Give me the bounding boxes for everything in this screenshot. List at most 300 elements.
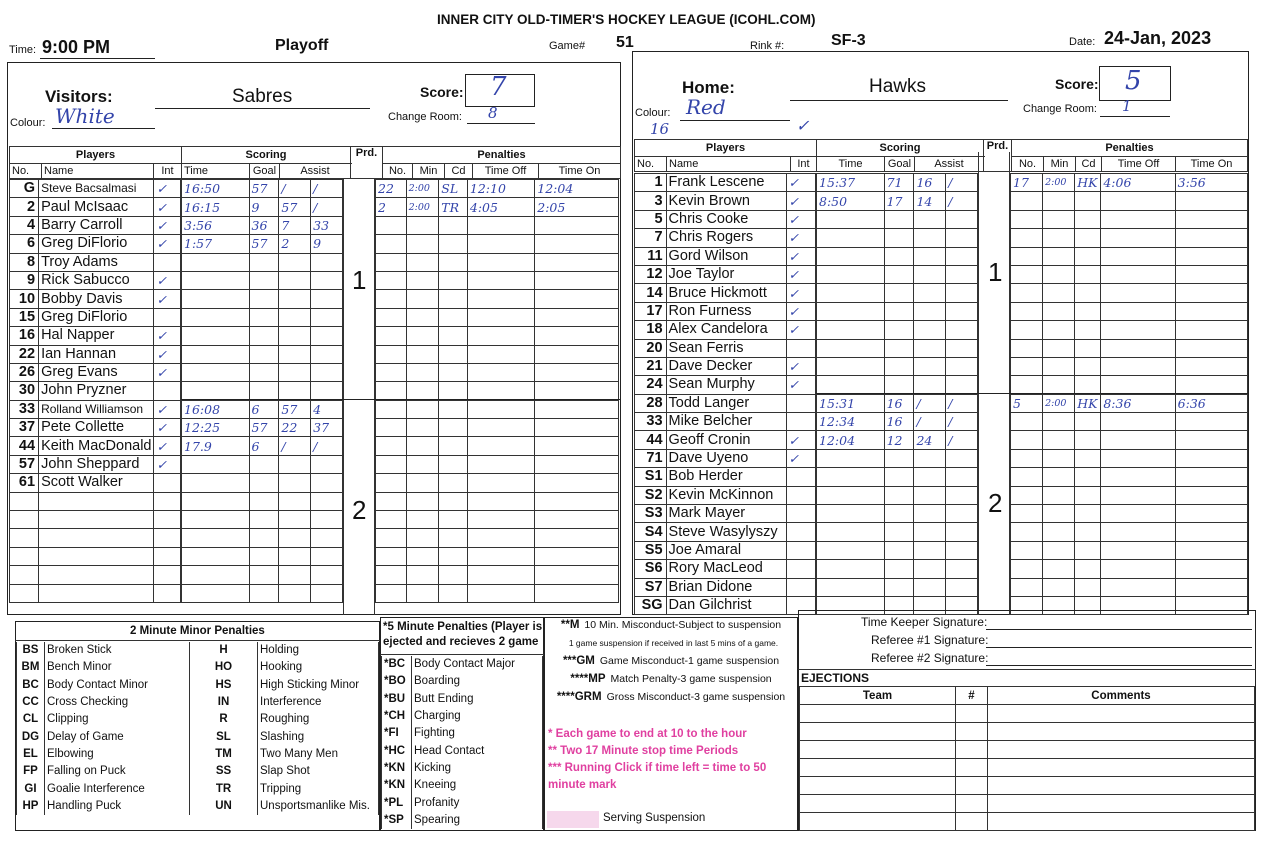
scoring-a2 — [946, 284, 978, 302]
penalty-cd — [439, 253, 468, 271]
penalty-on — [1175, 505, 1247, 523]
penalty-cd — [1075, 229, 1101, 247]
penalty-min — [406, 345, 439, 363]
penalty-row — [1011, 486, 1248, 504]
penalty-no — [1011, 339, 1043, 357]
scoring-a1 — [914, 560, 946, 578]
scoring-time — [817, 265, 885, 283]
penalty-cd — [439, 308, 468, 326]
penalty-cd — [1075, 560, 1101, 578]
scoring-goal: 16 — [884, 394, 914, 412]
player-name: Chris Cooke — [666, 210, 786, 228]
home-period-1: 1 — [988, 257, 1003, 287]
scoring-time — [817, 247, 885, 265]
penalty-desc: Holding — [258, 642, 379, 659]
scoring-a2 — [311, 308, 343, 326]
scoring-a1: 57 — [279, 198, 311, 216]
player-name — [39, 511, 154, 529]
penalty-off — [1101, 523, 1175, 541]
penalty-min — [406, 308, 439, 326]
penalty-row — [376, 437, 619, 455]
penalty-no — [376, 235, 407, 253]
penalty-off — [1101, 284, 1175, 302]
penalty-no — [376, 308, 407, 326]
scoring-time — [182, 382, 250, 400]
penalty-code: DG — [17, 728, 45, 745]
penalty-cd — [1075, 321, 1101, 339]
penalty-cd — [439, 235, 468, 253]
misconduct-row — [546, 655, 796, 673]
roster-row — [635, 321, 816, 339]
scoring-time — [817, 302, 885, 320]
scoring-time — [182, 455, 250, 473]
scoring-time — [817, 449, 885, 467]
misconduct-desc: Game Misconduct-1 game suspension — [599, 655, 780, 667]
scoring-row — [817, 339, 978, 357]
scoring-time — [817, 339, 885, 357]
scoring-a2 — [311, 547, 343, 565]
player-name: Bob Herder — [666, 468, 786, 486]
roster-row — [10, 584, 181, 602]
scoring-goal — [249, 253, 279, 271]
roster-row — [10, 235, 181, 253]
scoring-row — [817, 523, 978, 541]
penalty-on — [535, 584, 619, 602]
scoring-goal — [884, 505, 914, 523]
player-number: 1 — [635, 174, 667, 192]
ejection-cell — [956, 795, 988, 813]
penalty-no — [1011, 560, 1043, 578]
ejection-row — [800, 723, 1255, 741]
player-int-check: ✓ — [154, 235, 181, 253]
penalty-min — [1043, 357, 1075, 375]
scoring-goal — [249, 511, 279, 529]
penalty-row — [1011, 174, 1248, 192]
major-penalty-row — [382, 691, 543, 708]
player-name: Dave Uyeno — [666, 449, 786, 467]
scoring-a2 — [946, 265, 978, 283]
penalty-min — [1043, 229, 1075, 247]
home-extra-check: ✓ — [796, 116, 810, 135]
player-number: S4 — [635, 523, 667, 541]
player-int-check — [154, 511, 181, 529]
scoring-time — [182, 345, 250, 363]
scoring-goal — [249, 529, 279, 547]
penalty-cd: SL — [439, 180, 468, 198]
scoring-time: 17.9 — [182, 437, 250, 455]
minor-penalty-row — [17, 659, 379, 676]
player-int-check: ✓ — [786, 247, 815, 265]
penalty-cd — [1075, 541, 1101, 559]
player-number: S3 — [635, 505, 667, 523]
ejections-comments-header: Comments — [988, 687, 1255, 705]
scoring-time: 15:31 — [817, 394, 885, 412]
penalty-off — [467, 327, 534, 345]
scoring-goal: 71 — [884, 174, 914, 192]
penalty-off — [1101, 560, 1175, 578]
penalty-on — [535, 437, 619, 455]
penalty-off — [467, 363, 534, 381]
player-name: Kevin McKinnon — [666, 486, 786, 504]
player-int-check: ✓ — [786, 174, 815, 192]
penalty-no — [376, 271, 407, 289]
player-number: S1 — [635, 468, 667, 486]
player-number: 33 — [10, 400, 39, 418]
scoring-goal — [884, 247, 914, 265]
penalty-on — [535, 235, 619, 253]
roster-row — [10, 180, 181, 198]
scoring-time — [817, 541, 885, 559]
scoring-a2: / — [311, 198, 343, 216]
player-name: Frank Lescene — [666, 174, 786, 192]
visitors-penalties — [375, 179, 619, 603]
penalty-min — [1043, 192, 1075, 210]
scoring-goal — [884, 357, 914, 375]
penalty-off — [467, 566, 534, 584]
penalty-off — [467, 308, 534, 326]
penalty-code: TM — [190, 746, 258, 763]
scoring-row — [182, 235, 343, 253]
player-name: Gord Wilson — [666, 247, 786, 265]
penalty-cd — [1075, 449, 1101, 467]
scoring-time — [182, 271, 250, 289]
penalty-off: 4:06 — [1101, 174, 1175, 192]
scoring-time — [817, 376, 885, 394]
player-int-check: ✓ — [154, 271, 181, 289]
penalty-cd — [439, 437, 468, 455]
penalty-code: *FI — [382, 725, 412, 742]
penalty-code: *CH — [382, 708, 412, 725]
scoring-a1: 57 — [279, 400, 311, 418]
player-name — [39, 547, 154, 565]
penalty-desc: Goalie Interference — [45, 780, 190, 797]
penalty-min — [1043, 321, 1075, 339]
roster-row — [10, 474, 181, 492]
penalty-no — [376, 290, 407, 308]
game-label: Game# — [549, 40, 586, 52]
scoring-row — [817, 321, 978, 339]
scoring-a1: / — [914, 394, 946, 412]
scoring-time — [182, 327, 250, 345]
ejection-cell — [800, 777, 956, 795]
player-number: 3 — [635, 192, 667, 210]
scoring-goal — [249, 382, 279, 400]
scoring-goal — [884, 449, 914, 467]
ejection-cell — [800, 795, 956, 813]
penalty-desc: Elbowing — [45, 746, 190, 763]
player-int-check: ✓ — [786, 431, 815, 449]
scoring-goal: 6 — [249, 437, 279, 455]
penalty-cd — [1075, 210, 1101, 228]
scoring-a2: / — [946, 192, 978, 210]
minor-penalty-row — [17, 763, 379, 780]
penalty-no — [376, 529, 407, 547]
scoring-goal: 6 — [249, 400, 279, 418]
roster-row — [635, 192, 816, 210]
player-name: Barry Carroll — [39, 216, 154, 234]
penalty-off — [1101, 302, 1175, 320]
penalty-off — [1101, 578, 1175, 596]
penalty-no — [376, 363, 407, 381]
penalty-code: BS — [17, 642, 45, 659]
penalty-no — [376, 547, 407, 565]
penalty-desc: Broken Stick — [45, 642, 190, 659]
scoring-time: 15:37 — [817, 174, 885, 192]
scoring-row — [817, 302, 978, 320]
penalty-cd — [439, 216, 468, 234]
penalty-on — [1175, 229, 1247, 247]
scoring-time — [817, 357, 885, 375]
player-int-check — [154, 308, 181, 326]
penalty-desc: Delay of Game — [45, 728, 190, 745]
player-name: Scott Walker — [39, 474, 154, 492]
penalty-no — [1011, 284, 1043, 302]
penalty-on — [535, 400, 619, 418]
ejection-cell — [800, 723, 956, 741]
player-int-check: ✓ — [154, 400, 181, 418]
scoring-a1 — [914, 449, 946, 467]
scoring-goal: 17 — [884, 192, 914, 210]
player-name: Troy Adams — [39, 253, 154, 271]
player-int-check: ✓ — [786, 449, 815, 467]
scoring-a2 — [311, 363, 343, 381]
penalty-code: *HC — [382, 742, 412, 759]
scoring-a1 — [914, 468, 946, 486]
home-team: Hawks — [869, 76, 927, 97]
roster-row — [635, 413, 816, 431]
scoring-row — [817, 413, 978, 431]
misconduct-desc: Match Penalty-3 game suspension — [610, 673, 772, 685]
penalty-row — [1011, 192, 1248, 210]
scoring-row — [182, 492, 343, 510]
ejection-cell — [956, 759, 988, 777]
roster-row — [635, 247, 816, 265]
penalty-on — [1175, 339, 1247, 357]
penalty-row — [376, 492, 619, 510]
scoring-goal — [884, 229, 914, 247]
penalty-desc: Body Contact Major — [412, 656, 543, 673]
scoring-time — [182, 511, 250, 529]
scoring-a1 — [279, 382, 311, 400]
scoring-goal — [249, 584, 279, 602]
scoring-row — [182, 382, 343, 400]
penalty-min — [406, 584, 439, 602]
minor-penalty-row — [17, 780, 379, 797]
scoring-a2: 9 — [311, 235, 343, 253]
penalty-row — [1011, 394, 1248, 412]
player-int-check — [786, 339, 815, 357]
ejections-title: EJECTIONS — [801, 671, 870, 685]
penalty-desc: Butt Ending — [412, 691, 543, 708]
penalty-cd — [1075, 431, 1101, 449]
roster-row — [635, 486, 816, 504]
roster-row — [635, 431, 816, 449]
game-rules — [548, 726, 796, 794]
scoring-row — [817, 394, 978, 412]
ejection-cell — [956, 705, 988, 723]
penalty-min — [406, 419, 439, 437]
scoring-goal — [249, 492, 279, 510]
penalty-row — [1011, 505, 1248, 523]
player-int-check — [154, 253, 181, 271]
player-int-check — [786, 394, 815, 412]
scoring-row — [182, 345, 343, 363]
player-name: Pete Collette — [39, 419, 154, 437]
major-penalty-row — [382, 725, 543, 742]
penalty-on — [1175, 486, 1247, 504]
scoring-a2 — [311, 566, 343, 584]
player-number — [10, 511, 39, 529]
penalty-no — [376, 327, 407, 345]
penalty-on: 12:04 — [535, 180, 619, 198]
player-number: 4 — [10, 216, 39, 234]
ejection-cell — [988, 723, 1255, 741]
penalty-cd — [1075, 505, 1101, 523]
penalty-off — [1101, 339, 1175, 357]
player-number: 12 — [635, 265, 667, 283]
penalty-row — [376, 455, 619, 473]
player-int-check: ✓ — [154, 198, 181, 216]
player-number: 14 — [635, 284, 667, 302]
penalty-cd — [1075, 284, 1101, 302]
player-name: Steve Wasylyszy — [666, 523, 786, 541]
penalty-desc: Handling Puck — [45, 798, 190, 815]
penalty-off — [1101, 505, 1175, 523]
scoring-time — [817, 578, 885, 596]
minor-penalty-row — [17, 798, 379, 815]
game-number: 51 — [616, 34, 634, 51]
scoring-row — [182, 547, 343, 565]
scoring-a1 — [279, 492, 311, 510]
visitors-period-divider — [181, 399, 621, 400]
penalty-off: 8:36 — [1101, 394, 1175, 412]
penalty-no — [1011, 376, 1043, 394]
game-date: 24-Jan, 2023 — [1104, 28, 1212, 48]
penalty-row — [376, 363, 619, 381]
scoring-a1 — [914, 339, 946, 357]
minor-penalty-row — [17, 711, 379, 728]
player-name: Rolland Williamson — [39, 400, 154, 418]
scoring-time — [182, 308, 250, 326]
penalty-row — [376, 198, 619, 216]
scoring-a1 — [279, 290, 311, 308]
player-number — [10, 529, 39, 547]
home-extra-count: 16 — [650, 120, 670, 138]
player-name — [39, 566, 154, 584]
penalty-off — [467, 474, 534, 492]
penalty-cd — [1075, 247, 1101, 265]
penalty-cd — [439, 400, 468, 418]
scoring-a2 — [311, 492, 343, 510]
misconduct-row — [546, 691, 796, 709]
scoring-a1: 24 — [914, 431, 946, 449]
player-number: S5 — [635, 541, 667, 559]
penalty-off — [1101, 486, 1175, 504]
penalty-row — [1011, 431, 1248, 449]
scoring-time — [817, 468, 885, 486]
major-penalty-row — [382, 673, 543, 690]
penalty-desc: Kneeing — [412, 777, 543, 794]
scoring-row — [817, 284, 978, 302]
roster-row — [635, 541, 816, 559]
scoring-a1: / — [279, 437, 311, 455]
player-int-check: ✓ — [154, 455, 181, 473]
scoring-row — [817, 505, 978, 523]
penalty-no — [376, 419, 407, 437]
penalty-min — [1043, 413, 1075, 431]
player-number: 30 — [10, 382, 39, 400]
penalty-desc: Interference — [258, 694, 379, 711]
player-int-check — [786, 523, 815, 541]
scoring-a1: 16 — [914, 174, 946, 192]
player-number: 2 — [10, 198, 39, 216]
player-name: Rory MacLeod — [666, 560, 786, 578]
penalty-off — [1101, 321, 1175, 339]
penalty-desc: Cross Checking — [45, 694, 190, 711]
ejection-cell — [988, 741, 1255, 759]
visitors-period-1: 1 — [352, 265, 367, 295]
player-int-check: ✓ — [154, 290, 181, 308]
scoring-a2 — [946, 376, 978, 394]
penalty-no — [376, 566, 407, 584]
player-number: 24 — [635, 376, 667, 394]
scoring-row — [817, 431, 978, 449]
ejections-number-header: # — [956, 687, 988, 705]
penalty-no — [1011, 413, 1043, 431]
ejection-cell — [956, 741, 988, 759]
scoring-goal — [884, 486, 914, 504]
scoring-goal — [249, 290, 279, 308]
scoring-a1 — [914, 357, 946, 375]
scoring-row — [182, 327, 343, 345]
scoring-a2 — [311, 345, 343, 363]
scoring-goal — [884, 468, 914, 486]
scoring-a2: 4 — [311, 400, 343, 418]
penalty-code: *BU — [382, 691, 412, 708]
penalty-min — [1043, 486, 1075, 504]
penalty-row — [1011, 339, 1248, 357]
scoring-a1 — [914, 284, 946, 302]
scoring-goal — [249, 345, 279, 363]
roster-row — [635, 357, 816, 375]
penalty-row — [1011, 578, 1248, 596]
scoring-time — [817, 486, 885, 504]
scoring-time: 1:57 — [182, 235, 250, 253]
penalty-code: IN — [190, 694, 258, 711]
player-name: Steve Bacsalmasi — [39, 180, 154, 198]
roster-row — [635, 339, 816, 357]
penalty-no — [1011, 229, 1043, 247]
player-int-check: ✓ — [154, 180, 181, 198]
ejections-table — [799, 686, 1255, 831]
scoring-a2 — [946, 229, 978, 247]
player-int-check: ✓ — [786, 210, 815, 228]
penalty-no — [376, 400, 407, 418]
scoring-goal — [884, 523, 914, 541]
roster-row — [10, 308, 181, 326]
penalty-desc: Fighting — [412, 725, 543, 742]
roster-row — [635, 302, 816, 320]
roster-row — [635, 449, 816, 467]
penalty-cd — [439, 363, 468, 381]
penalty-code: *BO — [382, 673, 412, 690]
penalty-row — [376, 253, 619, 271]
scoring-a2: 33 — [311, 216, 343, 234]
penalty-on — [535, 271, 619, 289]
penalty-off: 12:10 — [467, 180, 534, 198]
penalty-min — [1043, 541, 1075, 559]
penalty-no — [1011, 523, 1043, 541]
